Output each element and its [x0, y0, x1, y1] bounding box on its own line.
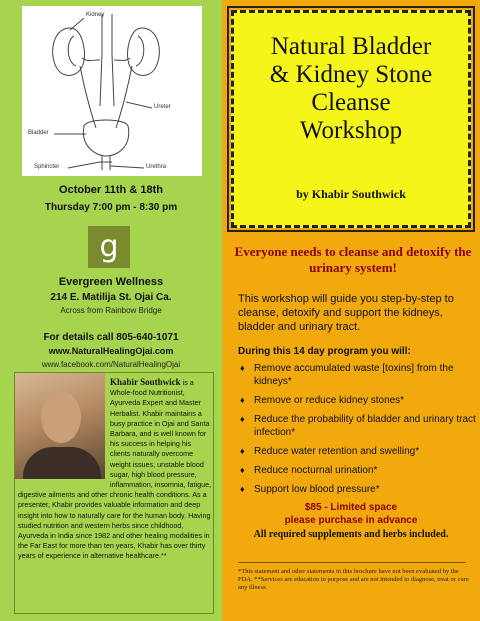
disclaimer: *This statement and other statements in this brochure have not been evaluated by the FDA. **Services are education in purpose and are not intended to diagnose, treat or cure any illness. [238, 568, 469, 591]
urinary-system-illustration [22, 6, 202, 176]
diamond-bullet-icon: ♦ [240, 465, 245, 475]
evergreen-logo [88, 226, 130, 268]
list-item [240, 483, 476, 496]
contact-facebook: www.facebook.com/NaturalHealingOjai [41, 360, 181, 369]
diamond-bullet-icon: ♦ [240, 484, 245, 494]
byline: by Khabir Southwick [296, 187, 406, 201]
list-item [240, 445, 476, 458]
price: $85 - Limited space [304, 502, 398, 513]
list-item-text: Remove accumulated waste [toxins] from the kidneys* [254, 363, 454, 387]
event-time: Thursday 7:00 pm - 8:30 pm [44, 202, 178, 213]
diamond-bullet-icon: ♦ [240, 414, 245, 424]
ureter-label: Ureter [154, 104, 171, 110]
list-item [240, 413, 476, 439]
title-line-1: Natural Bladder [270, 33, 432, 60]
list-item-text: Reduce the probability of bladder and urinary tract infection* [254, 414, 476, 438]
urinary-system-diagram [22, 6, 202, 176]
venue-name: Evergreen Wellness [58, 276, 164, 288]
urethra-label: Urethra [146, 164, 167, 170]
bio-body: is a Whole-food Nutritionist, Ayurveda Expert and Master Herbalist. Khabir maintains a busy practice in Ojai and Santa Barbara, and is well known for his success in helping his clients naturally overcome weight issues, unstable blood sugar, high blood pressure, inflammation, insomnia, fatigue, digestive ailments and other chronic health conditions. As a presenter, Khabir provides valuable information and deep insight into how to naturally care for the human body. Having studied nutrition and western herbs since childhood, Ayurveda in India since 1982 and other healing modalities in the Far East for more than ten years, Khabir has over thirty years of experience in alternative healthcare.** [18, 378, 212, 561]
photo-spacer [18, 377, 110, 487]
list-item-text: Reduce nocturnal urination* [254, 465, 378, 476]
program-heading: During this 14 day program you will: [238, 346, 411, 357]
venue-address: 214 E. Matilija St. Ojai Ca. [50, 292, 172, 303]
title-line-4: Workshop [299, 117, 403, 144]
contact-website: www.NaturalHealingOjai.com [48, 346, 174, 356]
title-box [231, 10, 471, 228]
title-line-3: Cleanse [311, 89, 391, 116]
bio-text [15, 377, 215, 562]
intro-text: This workshop will guide you step-by-step to cleanse, detoxify and support the kidneys, bladder and urinary tract. [238, 293, 454, 333]
bladder-label: Bladder [28, 130, 49, 136]
sphincter-label: Sphincter [34, 164, 60, 170]
list-item-text: Remove or reduce kidney stones* [254, 395, 405, 406]
contact-phone: For details call 805-640-1071 [43, 332, 179, 343]
diamond-bullet-icon: ♦ [240, 395, 245, 405]
diamond-bullet-icon: ♦ [240, 446, 245, 456]
kidney-label: Kidney [86, 12, 105, 18]
logo-glyph: g [99, 229, 119, 264]
purchase-note: please purchase in advance [284, 515, 418, 526]
workshop-title [234, 33, 468, 145]
bio-box [14, 372, 214, 614]
headline: Everyone needs to cleanse and detoxify the urinary system! [234, 244, 472, 275]
list-item [240, 362, 476, 388]
divider [238, 562, 466, 563]
list-item [240, 394, 476, 407]
diamond-bullet-icon: ♦ [240, 363, 245, 373]
benefits-list [240, 362, 476, 502]
supplements-note: All required supplements and herbs included. [253, 529, 449, 540]
bio-name: Khabir Southwick [110, 377, 181, 387]
title-line-2: & Kidney Stone [269, 61, 433, 88]
venue-note: Across from Rainbow Bridge [60, 306, 162, 315]
list-item [240, 464, 476, 477]
list-item-text: Support low blood pressure* [254, 484, 380, 495]
event-dates: October 11th & 18th [59, 184, 163, 196]
list-item-text: Reduce water retention and swelling* [254, 446, 420, 457]
